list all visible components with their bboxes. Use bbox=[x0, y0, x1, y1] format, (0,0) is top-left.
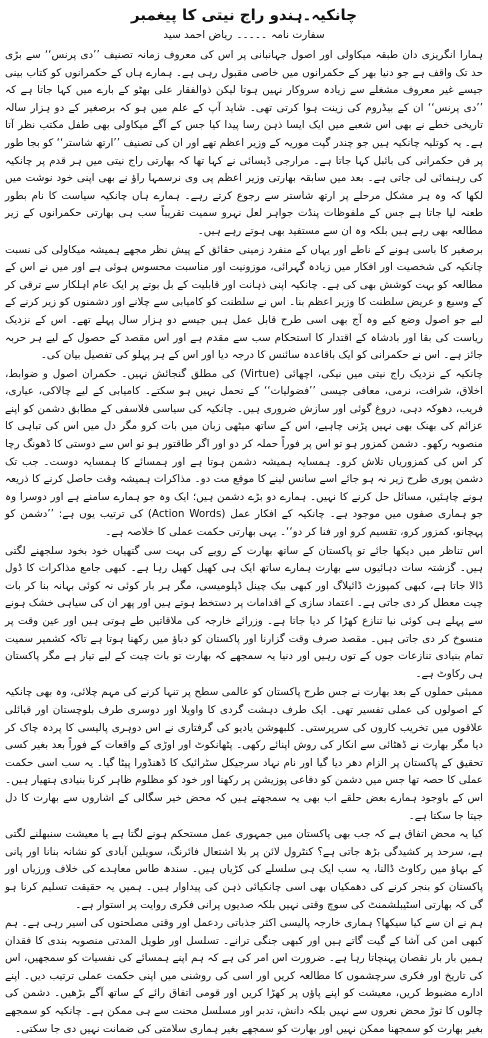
article-paragraph: چانکیہ کے نزدیک راج نیتی میں نیکی، اچھائی (Virtue) کی مطلق گنجائش نہیں۔ حکمران اصول و ضوابط، اخلاق، شرافت، نرمی، معافی جیسی ’’فضولیات‘‘ کے تحمل نہیں ہو سکتے۔ کامیابی کے لیے چالاکی، عیاری، فریب، دھوکہ دہی، دروغ گوئی اور سازش ضروری ہیں۔ چانکیہ کی سیاسی فلاسفی کے مطابق دشمن کو اپنے عزائم کی بھنک بھی نہیں پڑنی چاہیے، اس کے ساتھ میٹھی زبان میں بات کرو مگر دل میں اس کی تباہی کا منصوبہ رکھو۔ دشمن کمزور ہو تو اس پر فوراً حملہ کر دو اور اگر طاقتور ہو تو اس سے دوستی کا ڈھونگ رچا کر اس کی کمزوریاں تلاش کرو۔ ہمسایہ ہمیشہ دشمن ہوتا ہے اور ہمسائے کا ہمسایہ دوست۔ جب تک دشمن پوری طرح زیر نہ ہو جائے اسے سانس لینے کا موقع مت دو۔ مذاکرات ہمیشہ وقت حاصل کرنے کا ذریعہ ہونے چاہئیں، مسائل حل کرنے کا نہیں۔ ہمارے دو بڑے دشمن ہیں؛ ایک وہ جو ہمارے سامنے ہے اور دوسرا وہ جو ہماری صفوں میں موجود ہے۔ چانکیہ کے افکار عمل (Action Words) کی ترتیب یوں ہے: ’’دشمن کو پہچانو، کمزور کرو، تقسیم کرو اور فنا کر دو‘‘۔ یہی بھارتی حکمت عملی کا خلاصہ ہے۔ bbox=[5, 367, 484, 539]
article-paragraph: ممبئی حملوں کے بعد بھارت نے جس طرح پاکستان کو عالمی سطح پر تنہا کرنے کی مہم چلائی، وہ بھی چانکیہ کے اصولوں کی عملی تفسیر تھی۔ ایک طرف دہشت گردی کا واویلا اور دوسری طرف بلوچستان اور قبائلی علاقوں میں تخریب کاروں کی سرپرستی۔ کلبھوشن یادیو کی گرفتاری نے اس دوہری پالیسی کا پردہ چاک کر دیا مگر بھارت نے ڈھٹائی سے انکار کی روش اپنائے رکھی۔ پٹھانکوٹ اور اوڑی کے واقعات کے فوراً بعد بغیر کسی تحقیق کے پاکستان پر الزام دھر دیا گیا اور نام نہاد سرجیکل سٹرائیک کا ڈھنڈورا پیٹا گیا۔ یہ سب اسی حکمت عملی کا حصہ تھا جس میں دشمن کو دفاعی پوزیشن پر رکھنا اور خود کو مظلوم ظاہر کرنا بنیادی ہتھیار ہیں۔ اس کے باوجود ہمارے بعض حلقے اب بھی یہ سمجھتے ہیں کہ محض خیر سگالی کے اشاروں سے بھارت کا دل جیتا جا سکتا ہے۔ bbox=[5, 686, 483, 822]
article-paragraph: ہمارا انگریزی دان طبقہ میکاولی اور اصول جہانبانی پر اس کی معروف زمانہ تصنیف ’’دی پرنس‘‘ سے بڑی حد تک واقف ہے جو دنیا بھر کے حکمرانوں میں خاصی مقبول رہی ہے۔ ہمارے ہاں کے حکمرانوں کو کتاب بینی جیسے غیر معروف مشغلے سے زیادہ سروکار نہیں ہوتا لیکن ذوالفقار علی بھٹو کے بارے میں کہا جاتا ہے کہ ’’دی پرنس‘‘ ان کے بیڈروم کی زینت ہوا کرتی تھی۔ شاید آپ کے علم میں ہو کہ برصغیر کے دو ہزار سالہ تاریخی خطے نے بھی اس شعبے میں ایک ایسا ذہن رسا پیدا کیا جس کے آگے میکاولی بھی طفل مکتب نظر آتا ہے۔ یہ کوتلیہ چانکیہ ہیں جو چندر گپت موریہ کے وزیر اعظم تھے اور ان کی تصنیف ’’ارتھ شاستر‘‘ کو بجا طور پر فن حکمرانی کی بائبل کہا جاتا ہے۔ مرارجی ڈیسائی نے کہا تھا کہ بھارتی راج نیتی میں ہر قدم پر چانکیہ کی رہنمائی لی جاتی ہے۔ بعد میں سابقہ بھارتی وزیر اعظم پی وی نرسمہا راؤ نے بھی اپنی خود نوشت میں لکھا کہ وہ ہر مشکل مرحلے پر ارتھ شاستر سے رجوع کرتے رہے۔ ہمارے ہاں چانکیہ سیاست کا نام بطور طعنہ لیا جاتا ہے جس کے ملفوظات پنڈت جواہر لعل نہرو سمیت تقریباً سب ہی بھارتی حکمرانوں کے زیر مطالعہ بھی رہے ہیں بلکہ وہ ان سے مستفید بھی ہوتے رہے ہیں۔ bbox=[5, 49, 483, 237]
article-byline bbox=[5, 27, 483, 43]
newspaper-column bbox=[5, 4, 484, 1035]
column-name: سفارت نامہ bbox=[271, 29, 325, 41]
author-name: ریاض احمد سید bbox=[163, 29, 233, 41]
article-paragraph: کیا یہ محض اتفاق ہے کہ جب بھی پاکستان میں جمہوری عمل مستحکم ہونے لگتا ہے یا معیشت سنبھلنے لگتی ہے، سرحد پر کشیدگی بڑھ جاتی ہے؟ کنٹرول لائن پر بلا اشتعال فائرنگ، سویلین آبادی کو نشانہ بنانا اور پانی کے بہاؤ میں رکاوٹ ڈالنا، یہ سب ایک ہی سلسلے کی کڑیاں ہیں۔ سندھ طاس معاہدے کی خلاف ورزیاں اور پاکستان کو بنجر کرنے کی دھمکیاں بھی اسی چانکیائی ذہن کی پیداوار ہیں۔ ہمیں یہ حقیقت تسلیم کرنا ہو گی کہ بھارتی اسٹیبلشمنٹ کی سوچ وقتی نہیں بلکہ صدیوں پرانی فکری روایت پر استوار ہے۔ bbox=[5, 828, 483, 911]
article-paragraph: برصغیر کا باسی ہونے کے ناطے اور یہاں کے منفرد زمینی حقائق کے پیش نظر مجھے ہمیشہ میکاولی کی نسبت چانکیہ کی شخصیت اور افکار میں زیادہ گہرائی، موزونیت اور مناسبت محسوس ہوئی ہے اور میں نے اس کے مطالعہ کو بہت کوشش بھی کی ہے۔ چانکیہ اپنی ذہانت اور قابلیت کے بل بوتے پر ایک عام اہلکار سے ترقی کر کے وسیع و عریض سلطنت کا وزیر اعظم بنا۔ اس نے سلطنت کو کامیابی سے چلانے اور دشمنوں کو زیر کرنے کے لیے جو اصول وضع کیے وہ آج بھی اسی طرح قابل عمل ہیں جیسے دو ہزار سال پہلے تھے۔ اس کے نزدیک ریاست کی بقا اور بادشاہ کے اقتدار کا استحکام سب سے مقدم ہے اور اس مقصد کے حصول کے لیے ہر حربہ جائز ہے۔ اس نے حکمرانی کو ایک باقاعدہ سائنس کا درجہ دیا اور اس کے ہر پہلو کی تفصیل بیان کی۔ bbox=[5, 243, 483, 362]
byline-separator: ۔۔۔۔۔ bbox=[236, 29, 268, 41]
article-headline: چانکیہ۔ہندو راج نیتی کا پیغمبر bbox=[130, 6, 358, 24]
article-body bbox=[5, 47, 483, 1038]
article-paragraph: اس تناظر میں دیکھا جائے تو پاکستان کے ساتھ بھارت کے رویے کی بہت سی گتھیاں خود بخود سلجھنے لگتی ہیں۔ گزشتہ سات دہائیوں سے بھارت ہمارے ساتھ ایک ہی کھیل کھیل رہا ہے۔ کبھی جامع مذاکرات کا ڈول ڈالا جاتا ہے، کبھی کمپوزٹ ڈائیلاگ اور کبھی بیک چینل ڈپلومیسی، مگر ہر بار کوئی نہ کوئی بہانہ بنا کر بات چیت معطل کر دی جاتی ہے۔ اعتماد سازی کے اقدامات پر دستخط ہوتے ہیں اور پھر ان کی سیاہی خشک ہونے سے پہلے ہی کوئی نیا تنازع کھڑا کر دیا جاتا ہے۔ وزرائے خارجہ کی ملاقاتیں طے ہوتی ہیں اور عین وقت پر منسوخ کر دی جاتی ہیں۔ مقصد صرف وقت گزارنا اور پاکستان کو دباؤ میں رکھنا ہوتا ہے تاکہ کشمیر سمیت تمام بنیادی تنازعات جوں کے توں رہیں اور دنیا یہ سمجھے کہ بھارت تو بات چیت کے لیے تیار ہے مگر پاکستان ہی رکاوٹ ہے۔ bbox=[5, 544, 483, 680]
article-paragraph: ہم نے ان سے کیا سیکھا؟ ہماری خارجہ پالیسی اکثر جذباتی ردعمل اور وقتی مصلحتوں کی اسیر رہی ہے۔ ہم کبھی امن کی آشا کے گیت گاتے ہیں اور کبھی جنگی ترانے۔ تسلسل اور طویل المدتی منصوبہ بندی کا فقدان ہمیں بار بار نقصان پہنچاتا رہا ہے۔ ضرورت اس امر کی ہے کہ ہم اپنے ہمسائے کی نفسیات کو سمجھیں، اس کی تاریخ اور فکری سرچشموں کا مطالعہ کریں اور اسی کی روشنی میں اپنی حکمت عملی ترتیب دیں۔ اپنے ادارے مضبوط کریں، معیشت کو اپنے پاؤں پر کھڑا کریں اور قومی اتفاق رائے کے ساتھ آگے بڑھیں۔ دشمن کی چالوں کا توڑ محض نعروں سے نہیں بلکہ دانش، تدبر اور مسلسل محنت سے ہی ممکن ہے۔ چانکیہ کو سمجھے بغیر بھارت کو سمجھنا ممکن نہیں اور بھارت کو سمجھے بغیر ہماری سلامتی کی ضمانت نہیں دی جا سکتی۔ bbox=[5, 917, 483, 1035]
